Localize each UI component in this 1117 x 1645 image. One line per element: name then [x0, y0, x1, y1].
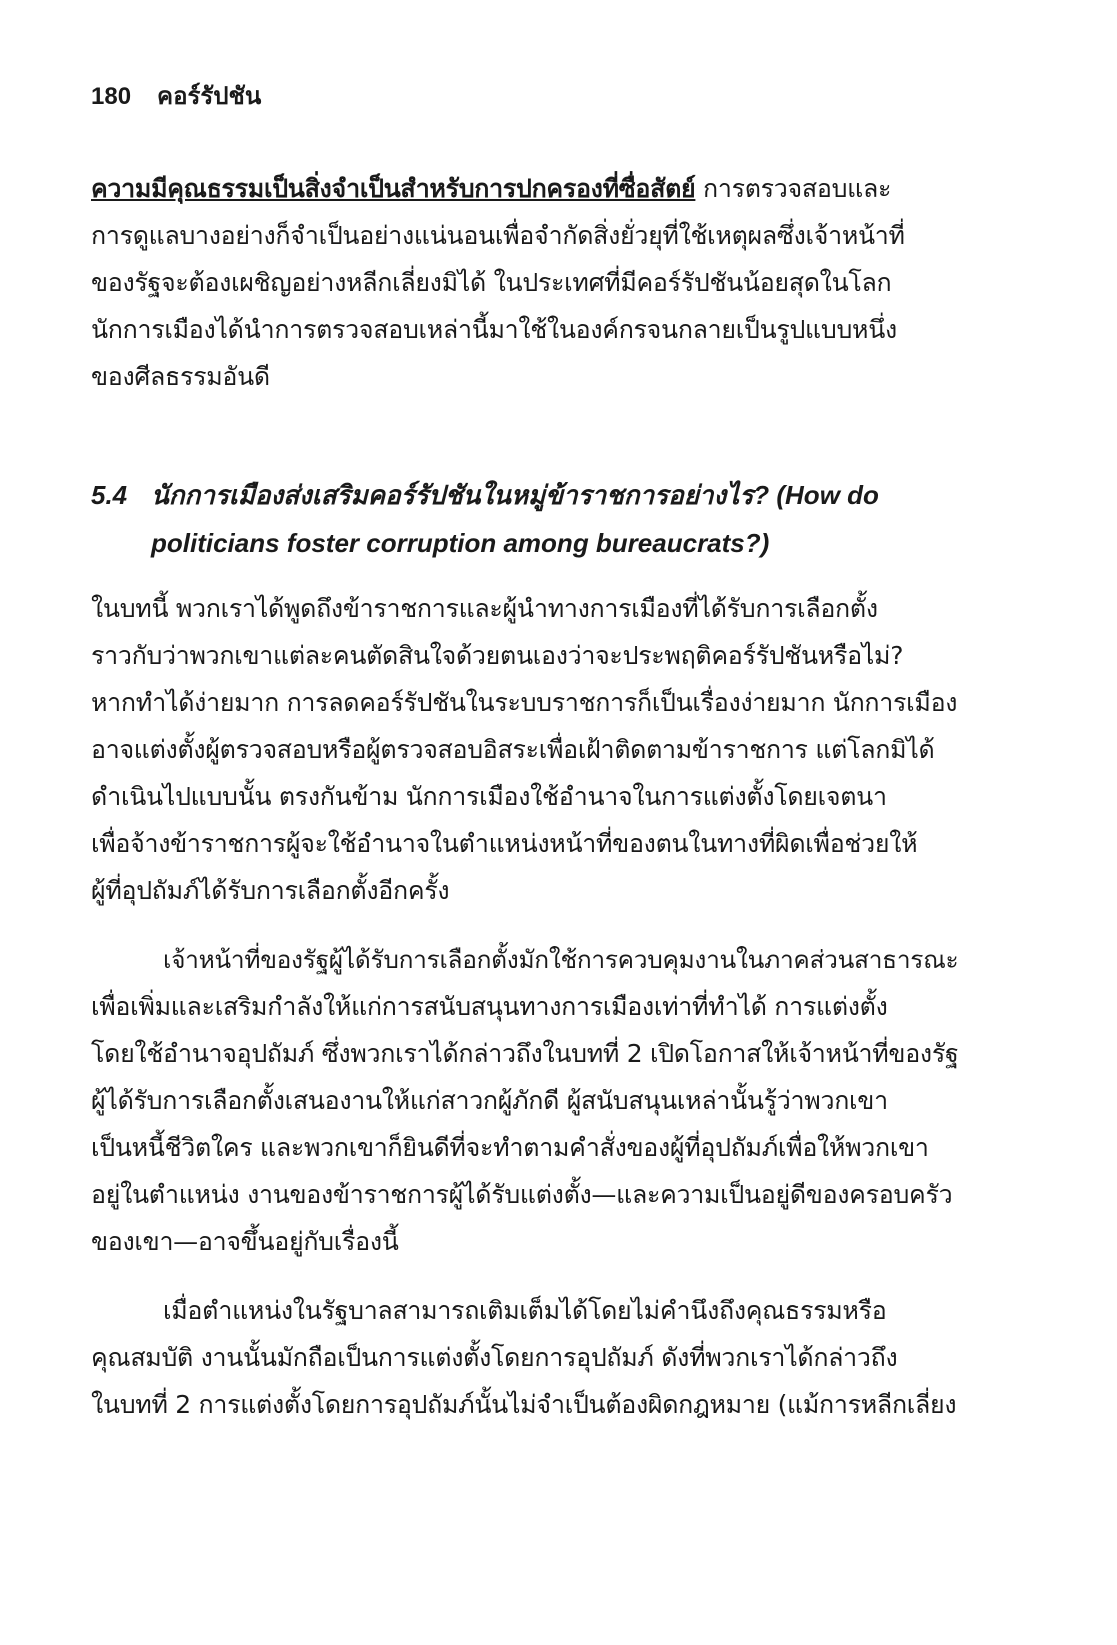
paragraph-2-line-7: ผู้ที่อุปถัมภ์ได้รับการเลือกตั้งอีกครั้ง [91, 876, 450, 905]
paragraph-4-line-3: ในบทที่ 2 การแต่งตั้งโดยการอุปถัมภ์นั้นไม่จำเป็นต้องผิดกฎหมาย (แม้การหลีกเลี่ยง [91, 1390, 957, 1419]
paragraph-1 [91, 165, 959, 400]
paragraph-3-line-3: โดยใช้อำนาจอุปถัมภ์ ซึ่งพวกเราได้กล่าวถึงในบทที่ 2 เปิดโอกาสให้เจ้าหน้าที่ของรัฐ [91, 1039, 959, 1068]
page-number: 180 [91, 83, 132, 110]
paragraph-1-line-1-rest: การตรวจสอบและ [695, 174, 892, 203]
paragraph-1-line-1 [91, 165, 959, 212]
paragraph-2-line-3: หากทำได้ง่ายมาก การลดคอร์รัปชันในระบบราชการก็เป็นเรื่องง่ายมาก นักการเมือง [91, 688, 958, 717]
paragraph-3-line-6: อยู่ในตำแหน่ง งานของข้าราชการผู้ได้รับแต่งตั้ง—และความเป็นอยู่ดีของครอบครัว [91, 1180, 953, 1209]
paragraph-1-line-5: ของศีลธรรมอันดี [91, 362, 270, 391]
running-head [91, 80, 261, 114]
paragraph-1-line-2: การดูแลบางอย่างก็จำเป็นอย่างแน่นอนเพื่อจำกัดสิ่งยั่วยุที่ใช้เหตุผลซึ่งเจ้าหน้าที่ [91, 221, 905, 250]
paragraph-3-line-2: เพื่อเพิ่มและเสริมกำลังให้แก่การสนับสนุนทางการเมืองเท่าที่ทำได้ การแต่งตั้ง [91, 992, 888, 1021]
paragraph-1-lead: ความมีคุณธรรมเป็นสิ่งจำเป็นสำหรับการปกครองที่ซื่อสัตย์ [91, 174, 696, 203]
paragraph-2-line-4: อาจแต่งตั้งผู้ตรวจสอบหรือผู้ตรวจสอบอิสระเพื่อเฝ้าติดตามข้าราชการ แต่โลกมิได้ [91, 735, 935, 764]
section-number: 5.4 [91, 480, 128, 510]
paragraph-1-line-4: นักการเมืองได้นำการตรวจสอบเหล่านี้มาใช้ในองค์กรจนกลายเป็นรูปแบบหนึ่ง [91, 315, 897, 344]
section-heading-line-1: นักการเมืองส่งเสริมคอร์รัปชันในหมู่ข้าราชการอย่างไร? (How do [151, 480, 879, 510]
paragraph-2-line-1: ในบทนี้ พวกเราได้พูดถึงข้าราชการและผู้นำทางการเมืองที่ได้รับการเลือกตั้ง [91, 594, 878, 623]
paragraph-3-line-4: ผู้ได้รับการเลือกตั้งเสนองานให้แก่สาวกผู้ภักดี ผู้สนับสนุนเหล่านั้นรู้ว่าพวกเขา [91, 1086, 888, 1115]
paragraph-3-line-1: เจ้าหน้าที่ของรัฐผู้ได้รับการเลือกตั้งมักใช้การควบคุมงานในภาคส่วนสาธารณะ [163, 945, 959, 974]
paragraph-1-line-3: ของรัฐจะต้องเผชิญอย่างหลีกเลี่ยงมิได้ ในประเทศที่มีคอร์รัปชันน้อยสุดในโลก [91, 268, 892, 297]
section-heading-line-2: politicians foster corruption among bureaucrats?) [151, 528, 770, 558]
paragraph-2-line-6: เพื่อจ้างข้าราชการผู้จะใช้อำนาจในตำแหน่งหน้าที่ของตนในทางที่ผิดเพื่อช่วยให้ [91, 829, 918, 858]
paragraph-4-line-2: คุณสมบัติ งานนั้นมักถือเป็นการแต่งตั้งโดยการอุปถัมภ์ ดังที่พวกเราได้กล่าวถึง [91, 1343, 898, 1372]
paragraph-4-line-1: เมื่อตำแหน่งในรัฐบาลสามารถเติมเต็มได้โดยไม่คำนึงถึงคุณธรรมหรือ [163, 1296, 887, 1325]
book-title: คอร์รัปชัน [157, 83, 262, 110]
paragraph-3-line-5: เป็นหนี้ชีวิตใคร และพวกเขาก็ยินดีที่จะทำตามคำสั่งของผู้ที่อุปถัมภ์เพื่อให้พวกเขา [91, 1133, 929, 1162]
paragraph-3 [91, 936, 959, 1265]
paragraph-4 [91, 1287, 959, 1428]
paragraph-2 [91, 585, 959, 914]
paragraph-2-line-2: ราวกับว่าพวกเขาแต่ละคนตัดสินใจด้วยตนเองว่าจะประพฤติคอร์รัปชันหรือไม่? [91, 641, 904, 670]
paragraph-3-line-7: ของเขา—อาจขึ้นอยู่กับเรื่องนี้ [91, 1227, 399, 1256]
paragraph-2-line-5: ดำเนินไปแบบนั้น ตรงกันข้าม นักการเมืองใช้อำนาจในการแต่งตั้งโดยเจตนา [91, 782, 887, 811]
section-heading [91, 471, 991, 567]
